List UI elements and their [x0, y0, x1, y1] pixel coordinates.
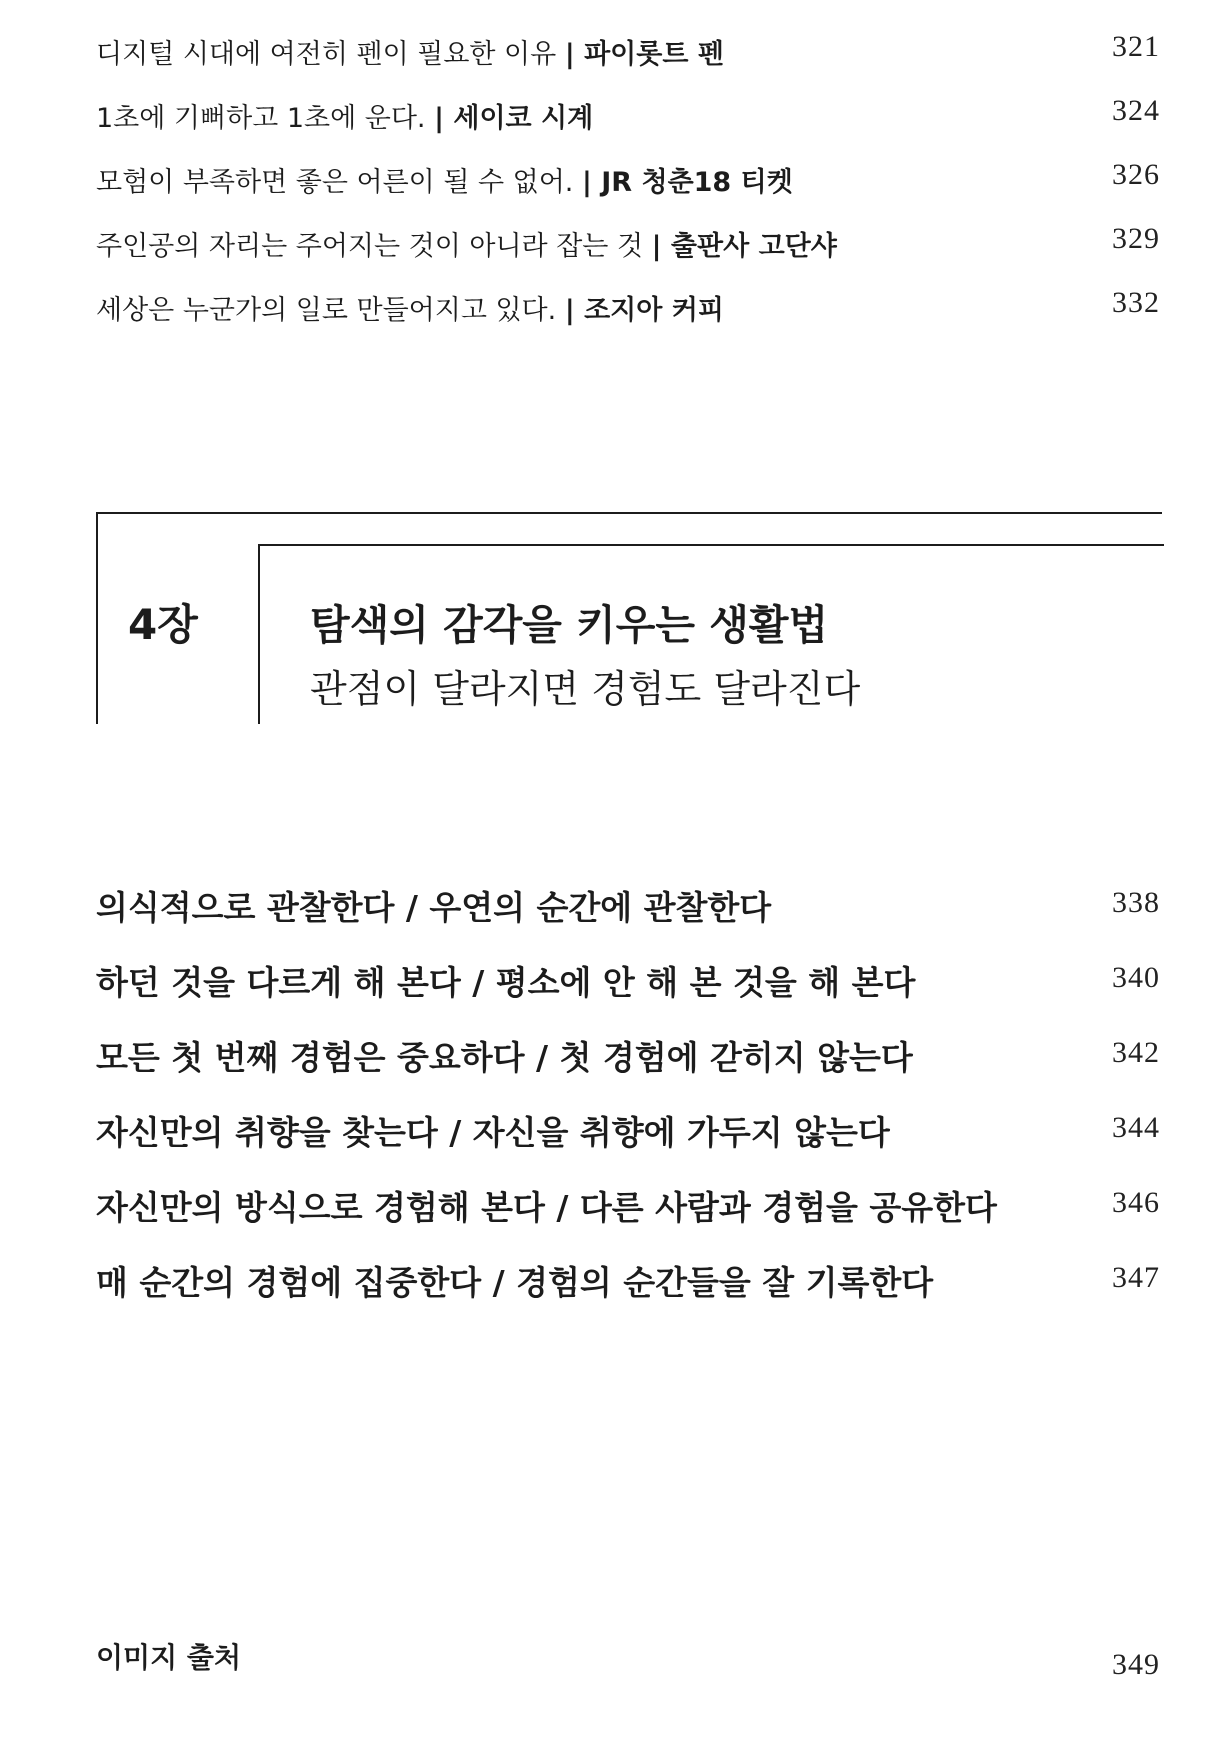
toc-entry-page: 326	[1112, 158, 1160, 191]
toc-entry-text: 1초에 기뻐하고 1초에 운다.	[96, 103, 426, 134]
toc-entry-text: 모험이 부족하면 좋은 어른이 될 수 없어.	[96, 167, 574, 198]
toc-entry: 자신만의 취향을 찾는다 / 자신을 취향에 가두지 않는다	[96, 1113, 890, 1152]
toc-entry-page: 342	[1112, 1036, 1160, 1069]
toc-entry-separator: |	[434, 103, 454, 134]
chapter-subtitle: 관점이 달라지면 경험도 달라진다	[310, 667, 861, 711]
toc-entry-separator: |	[581, 167, 602, 198]
toc-entry: 의식적으로 관찰한다 / 우연의 순간에 관찰한다	[96, 888, 772, 927]
chapter-label: 4장	[128, 600, 198, 649]
image-credits-page: 349	[1112, 1648, 1160, 1681]
toc-entry	[96, 224, 1076, 263]
toc-entry	[96, 288, 1076, 327]
toc-entry: 매 순간의 경험에 집중한다 / 경험의 순간들을 잘 기록한다	[96, 1263, 934, 1302]
toc-entry-page: 329	[1112, 222, 1160, 255]
toc-entry-separator: |	[564, 39, 585, 70]
toc-entry-page: 324	[1112, 94, 1160, 127]
image-credits-title: 이미지 출처	[96, 1641, 241, 1674]
toc-entry-page: 346	[1112, 1186, 1160, 1219]
chapter-heading	[96, 512, 1162, 724]
toc-entry-page: 321	[1112, 30, 1160, 63]
toc-entry-text: 디지털 시대에 여전히 펜이 필요한 이유	[96, 39, 557, 70]
toc-entry-item: 조지아 커피	[584, 295, 724, 326]
toc-entry	[96, 160, 1076, 199]
toc-entry-text: 주인공의 자리는 주어지는 것이 아니라 잡는 것	[96, 231, 644, 262]
toc-entry-separator: |	[651, 231, 671, 262]
toc-entry-page: 332	[1112, 286, 1160, 319]
chapter-title-box	[258, 544, 1164, 724]
toc-entry: 자신만의 방식으로 경험해 본다 / 다른 사람과 경험을 공유한다	[96, 1188, 997, 1227]
toc-entry: 모든 첫 번째 경험은 중요하다 / 첫 경험에 갇히지 않는다	[96, 1038, 913, 1077]
toc-entry	[96, 96, 1076, 135]
toc-entry-item: JR 청춘18 티켓	[601, 167, 793, 198]
toc-entry-text: 세상은 누군가의 일로 만들어지고 있다.	[96, 295, 557, 326]
toc-entry-page: 347	[1112, 1261, 1160, 1294]
toc-entry-separator: |	[564, 295, 585, 326]
toc-entry-item: 출판사 고단샤	[670, 231, 837, 262]
toc-entry	[96, 32, 1076, 71]
toc-entry: 하던 것을 다르게 해 본다 / 평소에 안 해 본 것을 해 본다	[96, 963, 916, 1002]
toc-entry-page: 340	[1112, 961, 1160, 994]
chapter-title: 탐색의 감각을 키우는 생활법	[310, 601, 829, 649]
toc-entry-item: 세이코 시계	[453, 103, 594, 134]
toc-entry-page: 338	[1112, 886, 1160, 919]
toc-entry-page: 344	[1112, 1111, 1160, 1144]
toc-entry-item: 파이롯트 펜	[584, 39, 724, 70]
